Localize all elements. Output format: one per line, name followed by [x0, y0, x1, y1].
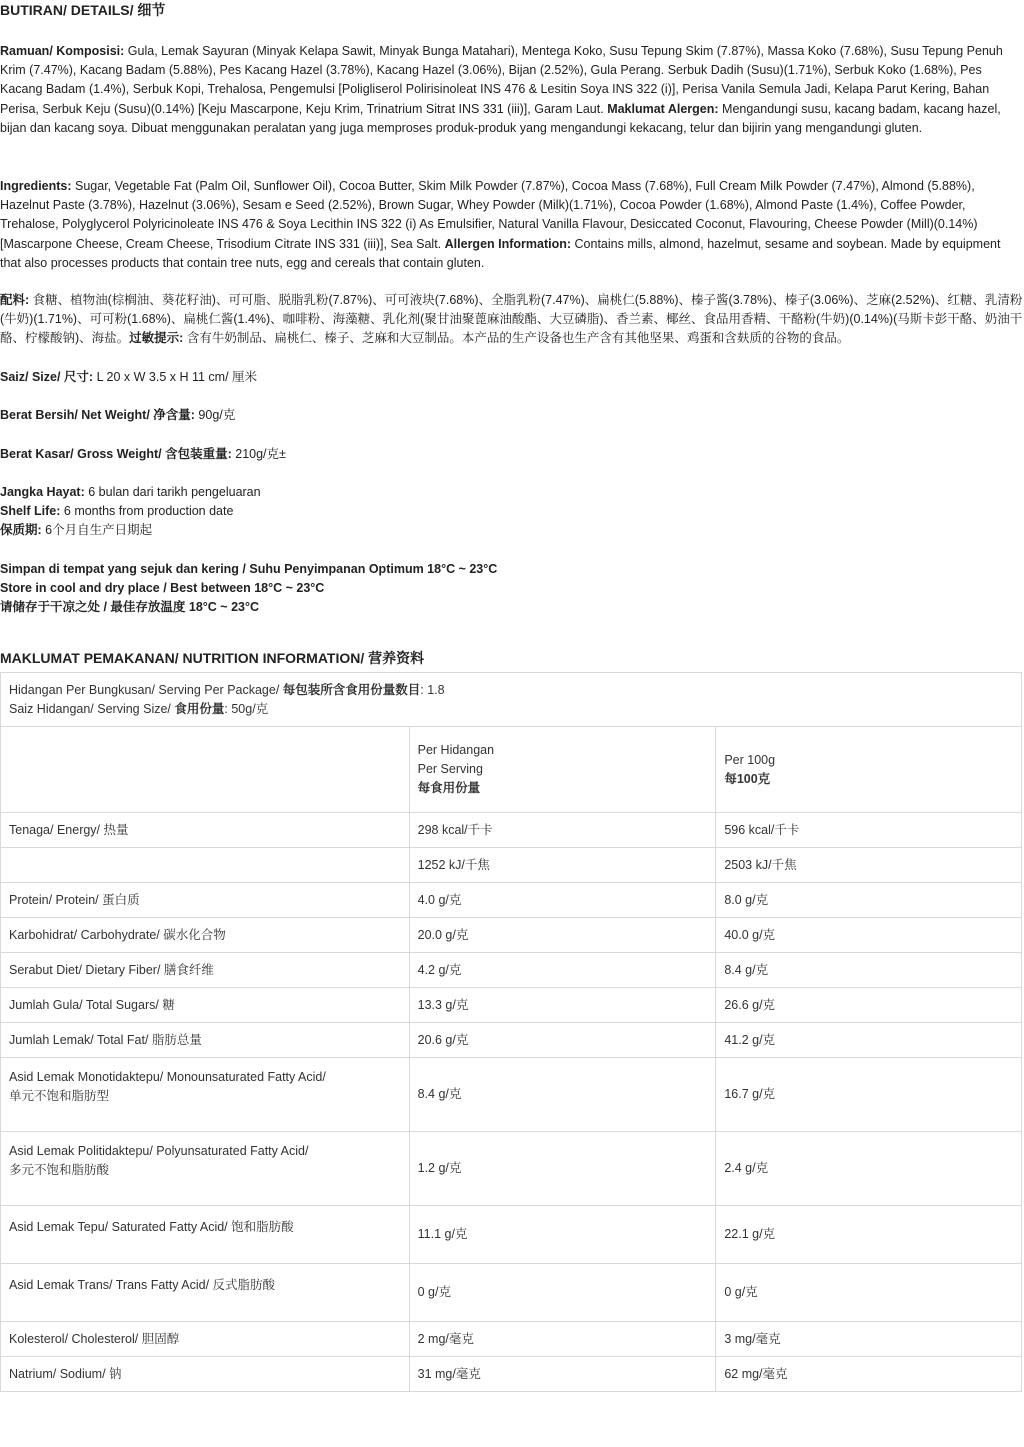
- nutrient-name: Asid Lemak Politidaktepu/ Polyunsaturated Fatty Acid/: [9, 1144, 309, 1158]
- storage-block: [0, 560, 1024, 618]
- chinese-ingredients-label: 配料:: [0, 293, 30, 307]
- chinese-ingredients-text: 食糖、植物油(棕榈油、葵花籽油)、可可脂、脱脂乳粉(7.87%)、可可液块(7.68%)、全脂乳粉(7.47%)、扁桃仁(5.88%)、榛子酱(3.78%)、榛子(3.06%)、芝麻(2.52%)、红糖、乳清粉(牛奶)(1.71%)、可可粉(1.68%)、扁桃仁酱(1.4%)、咖啡粉、海藻糖、乳化剂(聚甘油聚蓖麻油酸酯、大豆磷脂)、香兰素、椰丝、食品用香精、干酪粉(牛奶)(0.14%)(马斯卡彭干酪、奶油干酪、柠檬酸钠)、海盐。: [0, 293, 1023, 346]
- per-100g-value: 22.1 g/克: [716, 1206, 1022, 1264]
- per-100g-value: 16.7 g/克: [716, 1058, 1022, 1132]
- gross-weight-label: Berat Kasar/ Gross Weight/ 含包装重量:: [0, 447, 232, 461]
- nutrient-name-cell: [1, 1058, 410, 1132]
- malay-allergen-label: Maklumat Alergen:: [607, 101, 719, 116]
- per-100g-value: 62 mg/毫克: [716, 1357, 1022, 1392]
- nutrient-name: Jumlah Lemak/ Total Fat/ 脂肪总量: [1, 1023, 410, 1058]
- header-per-100g-chinese: 每100克: [724, 771, 771, 786]
- nutrient-name: Asid Lemak Tepu/ Saturated Fatty Acid/ 饱和脂肪酸: [1, 1206, 410, 1264]
- nutrient-name-cjk: 单元不饱和脂肪型: [9, 1089, 110, 1103]
- per-100g-value: 2.4 g/克: [716, 1132, 1022, 1206]
- shelf-life-block: [0, 483, 1024, 541]
- storage-chinese: 请储存于干凉之处 / 最佳存放温度 18°C ~ 23°C: [0, 600, 259, 615]
- serving-size-value: : 50g/克: [224, 701, 269, 716]
- shelf-life-english-value: 6 months from production date: [60, 504, 234, 519]
- per-100g-value: 596 kcal/千卡: [716, 813, 1022, 848]
- header-per-100g-english: Per 100g: [724, 752, 776, 767]
- per-100g-value: 2503 kJ/千焦: [716, 848, 1022, 883]
- header-per-serving-malay: Per Hidangan: [417, 743, 495, 757]
- nutrient-name: Serabut Diet/ Dietary Fiber/ 膳食纤维: [1, 953, 410, 988]
- shelf-life-chinese-label: 保质期:: [0, 523, 42, 538]
- english-ingredients-label: Ingredients:: [0, 179, 72, 193]
- chinese-ingredients: [0, 291, 1024, 349]
- english-ingredients: [0, 177, 1024, 273]
- per-100g-value: 0 g/克: [716, 1264, 1022, 1322]
- per-serving-value: 0 g/克: [409, 1264, 716, 1322]
- header-per-serving-english: Per Serving: [417, 762, 483, 776]
- per-serving-value: 20.0 g/克: [409, 918, 716, 953]
- header-per-serving: [409, 727, 716, 813]
- serving-size: [9, 700, 1013, 719]
- net-weight-label: Berat Bersih/ Net Weight/ 净含量:: [0, 408, 195, 422]
- per-serving-value: 1.2 g/克: [409, 1132, 716, 1206]
- nutrient-name: Jumlah Gula/ Total Sugars/ 糖: [1, 988, 410, 1023]
- shelf-life-english-label: Shelf Life:: [0, 504, 61, 519]
- per-serving-value: 8.4 g/克: [409, 1058, 716, 1132]
- per-serving-value: 1252 kJ/千焦: [409, 848, 716, 883]
- table-row: [1, 848, 1022, 883]
- servings-per-package-label: Hidangan Per Bungkusan/ Serving Per Package/: [9, 682, 283, 697]
- size-value: L 20 x W 3.5 x H 11 cm/ 厘米: [93, 370, 258, 384]
- nutrient-name: Karbohidrat/ Carbohydrate/ 碳水化合物: [1, 918, 410, 953]
- size-label: Saiz/ Size/ 尺寸:: [0, 370, 94, 384]
- serving-size-label-cjk: 食用份量: [174, 701, 225, 716]
- nutrient-name: Asid Lemak Trans/ Trans Fatty Acid/ 反式脂肪酸: [1, 1264, 410, 1322]
- table-row: [1, 1264, 1022, 1322]
- per-serving-value: 4.2 g/克: [409, 953, 716, 988]
- per-serving-value: 4.0 g/克: [409, 883, 716, 918]
- table-header-row: [1, 727, 1022, 813]
- table-row: [1, 1023, 1022, 1058]
- chinese-allergen-label: 过敏提示:: [129, 331, 184, 346]
- english-allergen-label: Allergen Information:: [444, 236, 572, 251]
- per-100g-value: 8.4 g/克: [716, 953, 1022, 988]
- nutrient-name: [1, 848, 410, 883]
- shelf-life-malay: [0, 483, 1024, 502]
- per-100g-value: 8.0 g/克: [716, 883, 1022, 918]
- nutrient-name: Tenaga/ Energy/ 热量: [1, 813, 410, 848]
- storage-malay: Simpan di tempat yang sejuk dan kering / Suhu Penyimpanan Optimum 18°C ~ 23°C: [0, 562, 498, 576]
- nutrient-name: Protein/ Protein/ 蛋白质: [1, 883, 410, 918]
- nutrition-table: [0, 672, 1022, 1392]
- shelf-life-malay-value: 6 bulan dari tarikh pengeluaran: [84, 485, 261, 499]
- shelf-life-chinese: [0, 521, 1024, 540]
- gross-weight-value: 210g/克±: [231, 447, 286, 461]
- serving-info-row: [1, 673, 1022, 727]
- per-100g-value: 3 mg/毫克: [716, 1322, 1022, 1357]
- servings-per-package: [9, 681, 1013, 700]
- gross-weight-line: [0, 445, 1024, 464]
- nutrient-name: Asid Lemak Monotidaktepu/ Monounsaturated Fatty Acid/: [9, 1070, 326, 1084]
- table-row: [1, 1357, 1022, 1392]
- nutrient-name: Natrium/ Sodium/ 钠: [1, 1357, 410, 1392]
- header-per-serving-chinese: 每食用份量: [417, 781, 481, 795]
- per-serving-value: 298 kcal/千卡: [409, 813, 716, 848]
- malay-ingredients: [0, 42, 1024, 138]
- size-line: [0, 368, 1024, 387]
- shelf-life-chinese-value: 6个月自生产日期起: [41, 523, 153, 538]
- per-serving-value: 20.6 g/克: [409, 1023, 716, 1058]
- serving-info-cell: [1, 673, 1022, 727]
- chinese-allergen-text: 含有牛奶制品、扁桃仁、榛子、芝麻和大豆制品。本产品的生产设备也生产含有其他坚果、鸡蛋和含麸质的谷物的食品。: [183, 331, 850, 346]
- per-serving-value: 2 mg/毫克: [409, 1322, 716, 1357]
- net-weight-value: 90g/克: [194, 408, 236, 422]
- serving-size-label: Saiz Hidangan/ Serving Size/: [9, 701, 175, 716]
- table-row: [1, 1058, 1022, 1132]
- nutrient-name: Kolesterol/ Cholesterol/ 胆固醇: [1, 1322, 410, 1357]
- table-row: [1, 883, 1022, 918]
- per-100g-value: 26.6 g/克: [716, 988, 1022, 1023]
- table-row: [1, 813, 1022, 848]
- nutrient-name-cjk: 多元不饱和脂肪酸: [9, 1163, 110, 1177]
- header-empty-cell: [1, 727, 410, 813]
- table-row: [1, 953, 1022, 988]
- servings-per-package-value: : 1.8: [420, 682, 445, 697]
- storage-english: Store in cool and dry place / Best between 18°C ~ 23°C: [0, 581, 325, 596]
- shelf-life-english: [0, 502, 1024, 521]
- per-100g-value: 40.0 g/克: [716, 918, 1022, 953]
- table-row: [1, 988, 1022, 1023]
- english-ingredients-text: Sugar, Vegetable Fat (Palm Oil, Sunflower Oil), Cocoa Butter, Skim Milk Powder (7.87%), Cocoa Mass (7.68%), Full Cream Milk Powder (7.47%), Almond (5.88%), Hazelnut Paste (3.78%), Hazelnut (3.06%), Sesam e Seed (2.52%), Brown Sugar, Whey Powder (Milk)(1.71%), Cocoa Powder (1.68%), Almond Paste (1.4%), Coffee Powder, Trehalose, Polyglycerol Polyricinoleate INS 476 & Soya Lecithin INS 322 (i) As Emulsifier, Natural Vanilla Flavour, Desiccated Coconut, Flavouring, Cheese Powder (Mill)(0.14%) [Mascarpone Cheese, Cream Cheese, Trisodium Citrate INS 331 (iii)], Sea Salt.: [0, 179, 978, 251]
- servings-per-package-label-cjk: 每包装所含食用份量数目: [282, 682, 421, 697]
- malay-allergen-text: Mengandungi susu, kacang badam, kacang hazel, bijan dan kacang soya. Dibuat menggunakan peralatan yang juga memproses produk-produk yang mengandungi kekacang, telur dan bijirin yang mengandungi gluten.: [0, 101, 1001, 135]
- per-100g-value: 41.2 g/克: [716, 1023, 1022, 1058]
- per-serving-value: 31 mg/毫克: [409, 1357, 716, 1392]
- per-serving-value: 13.3 g/克: [409, 988, 716, 1023]
- per-serving-value: 11.1 g/克: [409, 1206, 716, 1264]
- nutrient-name-cell: [1, 1132, 410, 1206]
- english-allergen-text: Contains mills, almond, hazelmut, sesame and soybean. Made by equipment that also processes products that contain tree nuts, egg and cereals that contain gluten.: [0, 236, 1001, 270]
- details-heading: BUTIRAN/ DETAILS/ 细节: [0, 2, 166, 18]
- malay-ingredients-text: Gula, Lemak Sayuran (Minyak Kelapa Sawit, Minyak Bunga Matahari), Mentega Koko, Susu Tepung Skim (7.87%), Massa Koko (7.68%), Susu Tepung Penuh Krim (7.47%), Kacang Badam (5.88%), Pes Kacang Hazel (3.78%), Kacang Hazel (3.06%), Bijan (2.52%), Gula Perang. Serbuk Dadih (Susu)(1.71%), Serbuk Koko (1.68%), Pes Kacang Badam (1.4%), Serbuk Kopi, Trehalosa, Pengemulsi [Poligliserol Polirisinoleat INS 476 & Lesitin Soya INS 322 (i)], Perisa Vanila Semula Jadi, Kelapa Parut Kering, Bahan Perisa, Serbuk Keju (Susu)(0.14%) [Keju Mascarpone, Keju Krim, Trinatrium Sitrat INS 331 (iii)], Garam Laut.: [0, 44, 1003, 116]
- shelf-life-malay-label: Jangka Hayat:: [0, 485, 85, 499]
- table-row: [1, 1132, 1022, 1206]
- malay-ingredients-label: Ramuan/ Komposisi:: [0, 44, 125, 58]
- table-row: [1, 1322, 1022, 1357]
- table-row: [1, 1206, 1022, 1264]
- nutrition-heading: MAKLUMAT PEMAKANAN/ NUTRITION INFORMATION/ 营养资料: [0, 650, 425, 666]
- table-row: [1, 918, 1022, 953]
- net-weight-line: [0, 406, 1024, 425]
- header-per-100g: [716, 727, 1022, 813]
